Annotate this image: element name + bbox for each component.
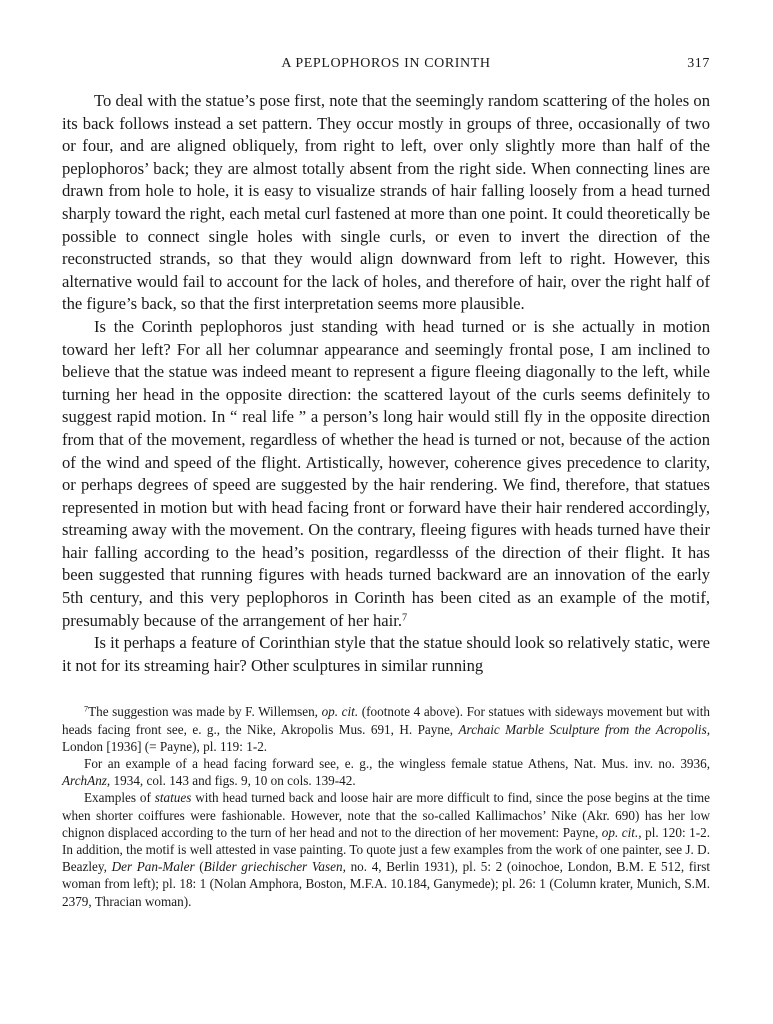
footnote-ref: 7 <box>402 612 408 623</box>
footnote-7: $^7$The suggestion was made by F. Willemsen, op. cit. (footnote 4 above). For statues with sideways movement but with heads facing front see, e. g., the Nike, Akropolis Mus. 691, H. Payne, Archaic Marble Sculpture from the Acropolis, London [1936] (= Payne), pl. 119: 1-2. <box>62 704 711 754</box>
footnote-7-continued: Examples of statues with head turned back and loose hair are more difficult to find, since the pose begins at the time when shorter coiffures were fashionable. However, note that the so-called Kallimachos’ Nike (Akr. 690) has her low chignon displaced according to the turn of her head and not to the direction of her movement: Payne, op. cit., pl. 120: 1-2. In addition, the motif is well attested in vase painting. To quote just a few examples from the work of one painter, see J. D. Beazley, Der Pan-Maler (Bilder griechischer Vasen, no. 4, Berlin 1931), pl. 5: 2 (oinochoe, London, B.M. E 512, first woman from left); pl. 18: 1 (Nolan Amphora, Boston, M.F.A. 10.184, Ganymede); pl. 26: 1 (Column krater, Munich, S.M. 2379, Thracian woman). <box>62 790 711 909</box>
running-head <box>62 56 710 78</box>
page-number: 317 <box>687 56 710 71</box>
page <box>62 56 710 910</box>
body-paragraph: To deal with the statue’s pose first, note that the seemingly random scattering of the holes on its back follows instead a set pattern. They occur mostly in groups of three, occasionally of two or four, and are aligned obliquely, from right to left, over only slightly more than half of the peplophoros’ back; they are almost totally absent from the right side. When connecting lines are drawn from hole to hole, it is easy to visualize strands of hair falling loosely from a head turned sharply toward the right, each metal curl fastened at more than one point. It could theoretically be possible to connect single holes with single curls, or even to invert the direction of the reconstructed strands, so that they would align downward from left to right. However, this alternative would fail to account for the lack of holes, and therefore of hair, over the right half of the figure’s back, so that the first interpretation seems more plausible. <box>62 91 710 314</box>
footnote-marker: 7 <box>84 704 89 714</box>
body-text <box>62 90 710 677</box>
body-paragraph: Is it perhaps a feature of Corinthian style that the statue should look so relatively static, were it not for its streaming hair? Other sculptures in similar running <box>62 633 710 675</box>
footnote-7-continued: For an example of a head facing forward see, e. g., the wingless female statue Athens, Nat. Mus. inv. no. 3936, ArchAnz, 1934, col. 143 and figs. 9, 10 on cols. 139-42. <box>62 756 710 789</box>
running-title: A PEPLOPHOROS IN CORINTH <box>281 56 491 71</box>
body-paragraph: Is the Corinth peplophoros just standing with head turned or is she actually in motion toward her left? For all her columnar appearance and seemingly frontal pose, I am inclined to believe that the statue was indeed meant to represent a figure fleeing diagonally to the left, while turning her head in the opposite direction: the scattered layout of the curls seems definitely to suggest rapid motion. In “ real life ” a person’s long hair would still fly in the opposite direction from that of the movement, regardless of whether the head is turned or not, because of the action of the wind and speed of the flight. Artistically, however, coherence gives precedence to clarity, or perhaps degrees of speed are suggested by the hair rendering. We find, therefore, that statues represented in motion but with head facing front or forward have their hair rendered accordingly, streaming away with the movement. On the contrary, fleeing figures with heads turned have their hair falling according to the head’s position, regardlesss of the direction of their flight. It has been suggested that running figures with heads turned backward are an innovation of the early 5th century, and this very peplophoros in Corinth has been cited as an example of the motif, presumably because of the arrangement of her hair.$^7$ <box>62 316 710 630</box>
footnotes <box>62 703 710 909</box>
